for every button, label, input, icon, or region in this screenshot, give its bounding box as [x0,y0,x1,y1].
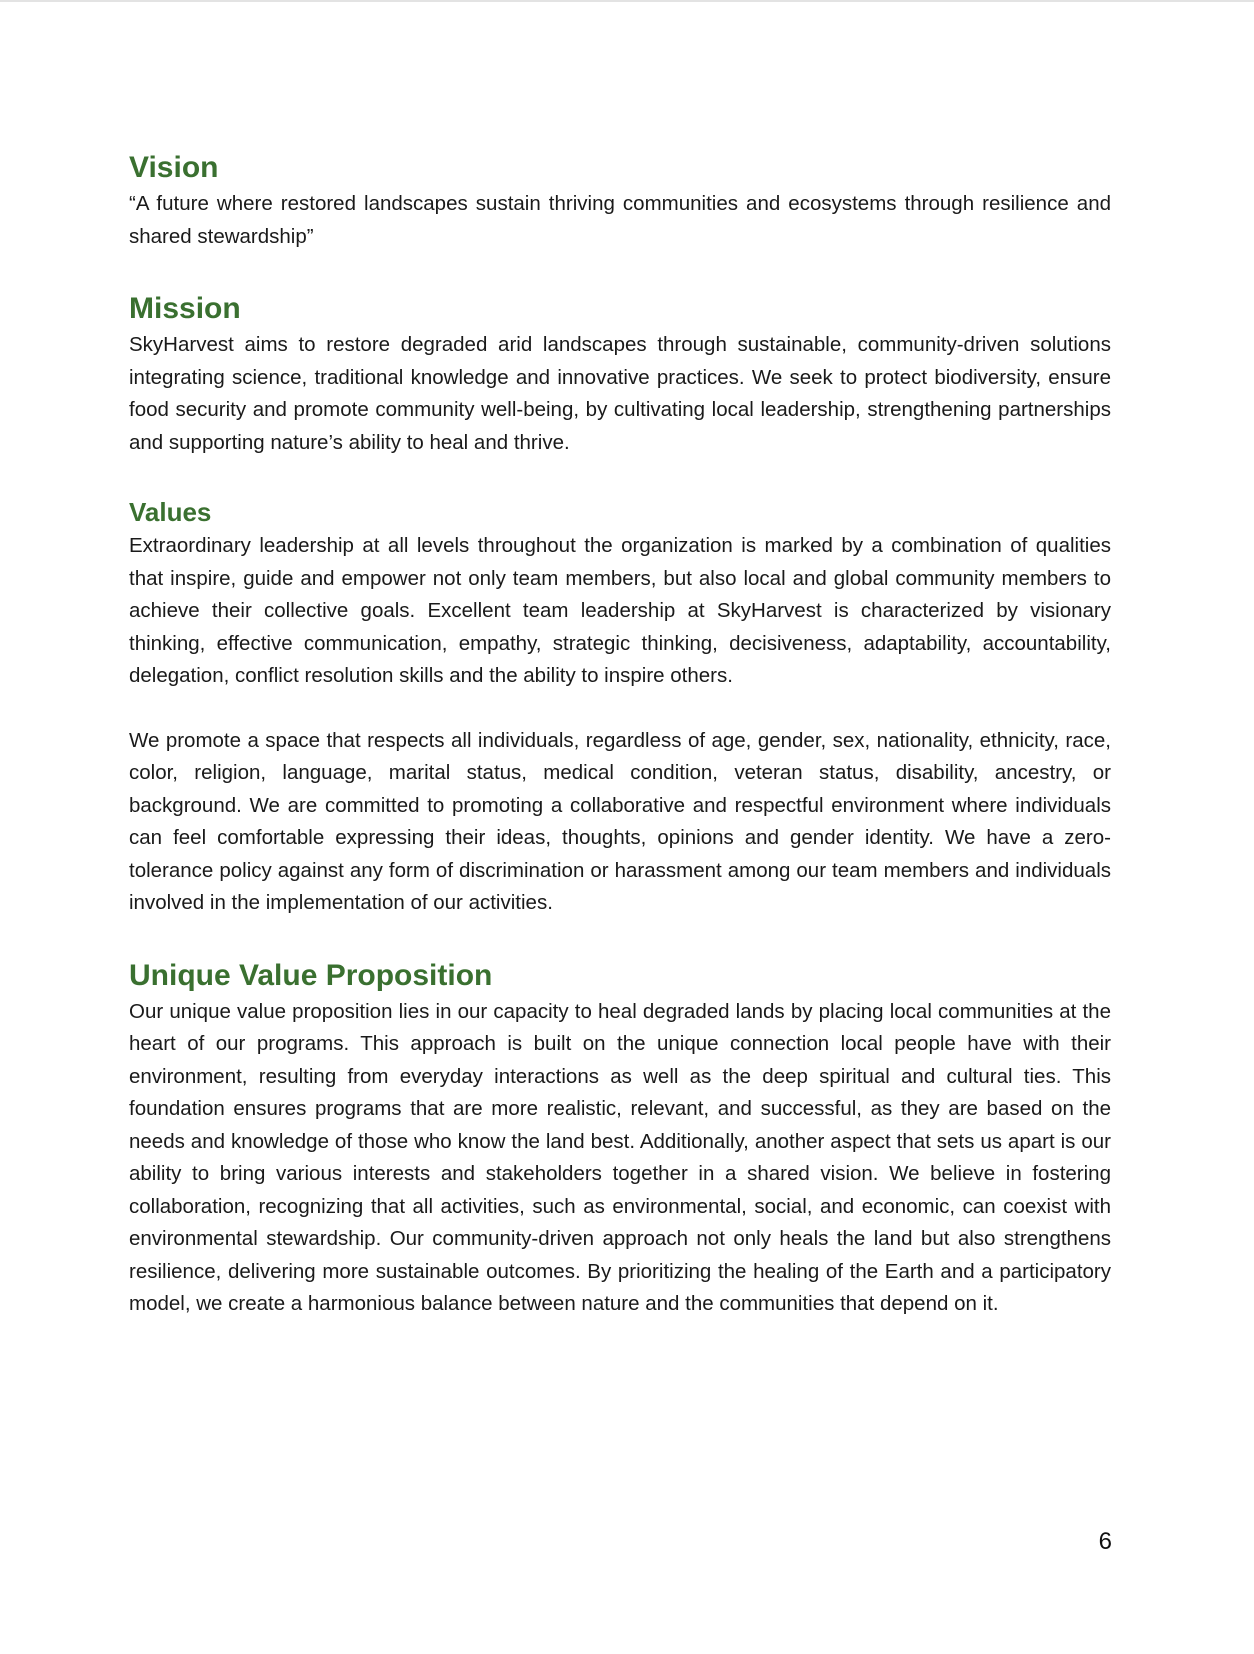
uvp-statement: Our unique value proposition lies in our capacity to heal degraded lands by placing local communities at the heart of our programs. This approach is built on the unique connection local people have with their environment, resulting from everyday interactions as well as the deep spiritual and cultural ties. This foundation ensures programs that are more realistic, relevant, and successful, as they are based on the needs and knowledge of those who know the land best. Additionally, another aspect that sets us apart is our ability to bring various interests and stakeholders together in a shared vision. We believe in fostering collaboration, recognizing that all activities, such as environmental, social, and economic, can coexist with environmental stewardship. Our community-driven approach not only heals the land but also strengthens resilience, delivering more sustainable outcomes. By prioritizing the healing of the Earth and a participatory model, we create a harmonious balance between nature and the communities that depend on it. [129,999,1111,1316]
mission-section [129,291,1111,459]
values-paragraph-inclusion: We promote a space that respects all individuals, regardless of age, gender, sex, nationality, ethnicity, race, color, religion, language, marital status, medical condition, veteran status, disability, ancestry, or background. We are committed to promoting a collaborative and respectful environment where individuals can feel comfortable expressing their ideas, thoughts, opinions and gender identity. We have a zero-tolerance policy against any form of discrimination or harassment among our team members and individuals involved in the implementation of our activities. [129,728,1111,915]
values-heading: Values [129,497,212,527]
vision-statement: “A future where restored landscapes sustain thriving communities and ecosystems through resilience and shared stewardship” [129,192,1111,248]
mission-statement: SkyHarvest aims to restore degraded arid landscapes through sustainable, community-driven solutions integrating science, traditional knowledge and innovative practices. We seek to protect biodiversity, ensure food security and promote community well-being, by cultivating local leadership, strengthening partnerships and supporting nature’s ability to heal and thrive. [129,333,1111,454]
page-top-border [0,0,1254,2]
document-page [129,150,1111,1321]
uvp-heading: Unique Value Proposition [129,958,493,992]
values-section [129,497,1111,920]
page-number: 6 [1098,1528,1112,1555]
values-paragraph-leadership: Extraordinary leadership at all levels throughout the organization is marked by a combination of qualities that inspire, guide and empower not only team members, but also local and global community members to achieve their collective goals. Excellent team leadership at SkyHarvest is characterized by visionary thinking, effective communication, empathy, strategic thinking, decisiveness, adaptability, accountability, delegation, conflict resolution skills and the ability to inspire others. [129,534,1111,688]
mission-heading: Mission [129,292,241,325]
vision-section [129,150,1111,253]
uvp-section [129,958,1111,1321]
vision-heading: Vision [129,151,219,184]
